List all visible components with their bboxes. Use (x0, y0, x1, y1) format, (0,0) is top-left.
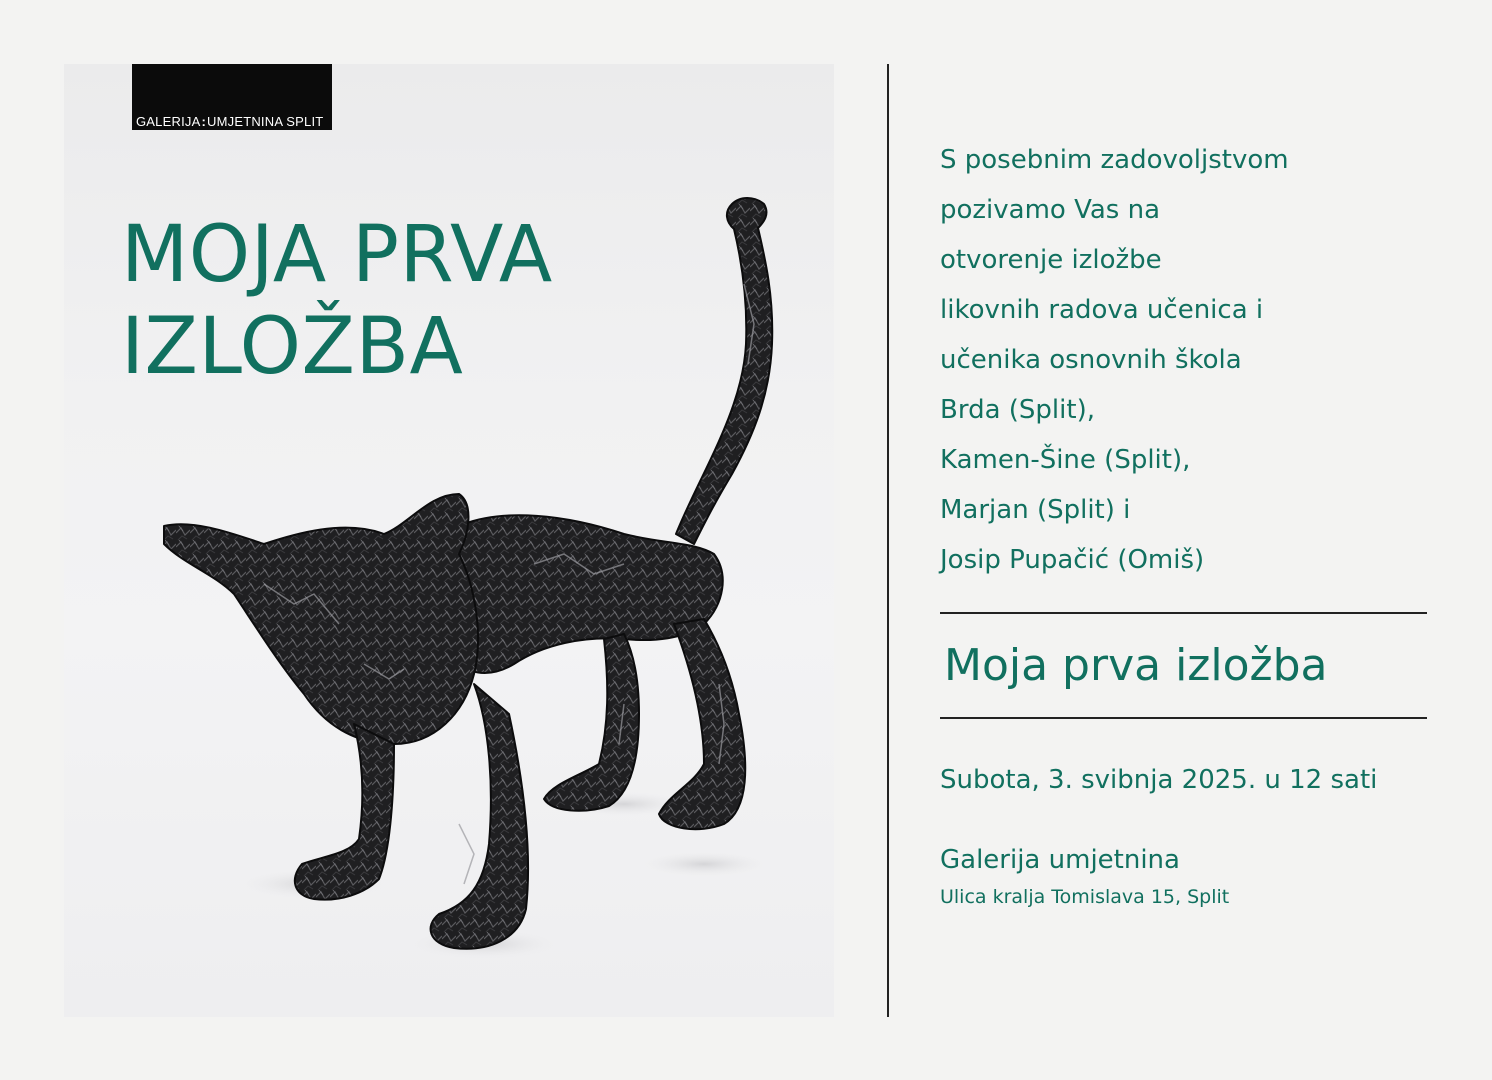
divider-bottom (940, 717, 1427, 719)
poster-title-line-2: IZLOŽBA (121, 302, 464, 392)
intro-line: S posebnim zadovoljstvom (940, 145, 1289, 175)
intro-line: Josip Pupačić (Omiš) (940, 545, 1205, 575)
logo-word-split: SPLIT (286, 114, 324, 129)
intro-line: Kamen-Šine (Split), (940, 445, 1191, 475)
exhibition-poster (64, 64, 834, 1017)
venue-name: Galerija umjetnina (940, 845, 1180, 875)
poster-title-line-1: MOJA PRVA (121, 210, 553, 300)
poster-title (121, 209, 553, 393)
intro-line: Brda (Split), (940, 395, 1095, 425)
event-date-time: Subota, 3. svibnja 2025. u 12 sati (940, 765, 1378, 795)
invitation-intro-text (940, 135, 1440, 585)
cat-sculpture-image (64, 64, 834, 1017)
logo-separator: : (201, 114, 206, 129)
logo-word-galerija: GALERIJA (136, 114, 201, 129)
intro-line: Marjan (Split) i (940, 495, 1131, 525)
venue-address: Ulica kralja Tomislava 15, Split (940, 886, 1230, 908)
intro-line: pozivamo Vas na (940, 195, 1161, 225)
logo-word-umjetnina: UMJETNINA (207, 114, 283, 129)
intro-line: učenika osnovnih škola (940, 345, 1242, 375)
vertical-divider (887, 64, 889, 1017)
divider-top (940, 612, 1427, 614)
gallery-logo (132, 64, 332, 130)
exhibition-name: Moja prva izložba (944, 640, 1328, 691)
intro-line: otvorenje izložbe (940, 245, 1162, 275)
intro-line: likovnih radova učenica i (940, 295, 1264, 325)
